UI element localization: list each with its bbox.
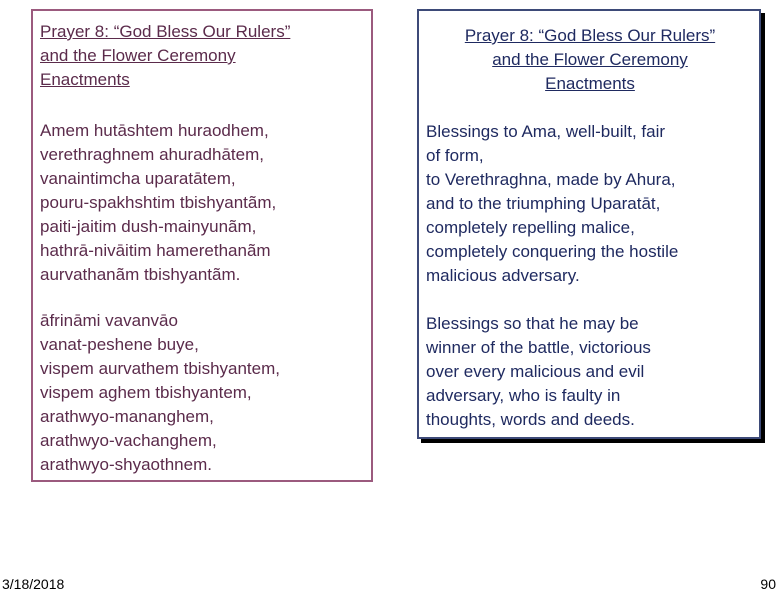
right-title: Prayer 8: “God Bless Our Rulers” and the Flower Ceremony Enactments bbox=[464, 26, 716, 93]
left-title: Prayer 8: “God Bless Our Rulers” and the Flower Ceremony Enactments bbox=[40, 22, 291, 89]
left-paragraph-1: Amem hutāshtem huraodhem, verethraghnem ahuradhātem, vanaintimcha uparatātem, pouru-spakhshtim tbishyantãm, paiti-jaitim dush-mainyunãm, hathrā-nivāitim hamerethanãm aurvathanãm tbishyantãm. bbox=[40, 121, 277, 284]
footer-date: 3/18/2018 bbox=[2, 576, 65, 592]
right-paragraph-1: Blessings to Ama, well-built, fair of form, to Verethraghna, made by Ahura, and to the triumphing Uparatāt, completely repelling malice, completely conquering the hostile malicious adversary. bbox=[426, 122, 679, 285]
page-number: 90 bbox=[760, 576, 776, 592]
left-paragraph-2: āfrināmi vavanvāo vanat-peshene buye, vispem aurvathem tbishyantem, vispem aghem tbishyantem, arathwyo-mananghem, arathwyo-vachanghem, arathwyo-shyaothnem. bbox=[40, 311, 280, 474]
right-paragraph-2: Blessings so that he may be winner of the battle, victorious over every malicious and evil adversary, who is faulty in thoughts, words and deeds. bbox=[426, 314, 651, 429]
